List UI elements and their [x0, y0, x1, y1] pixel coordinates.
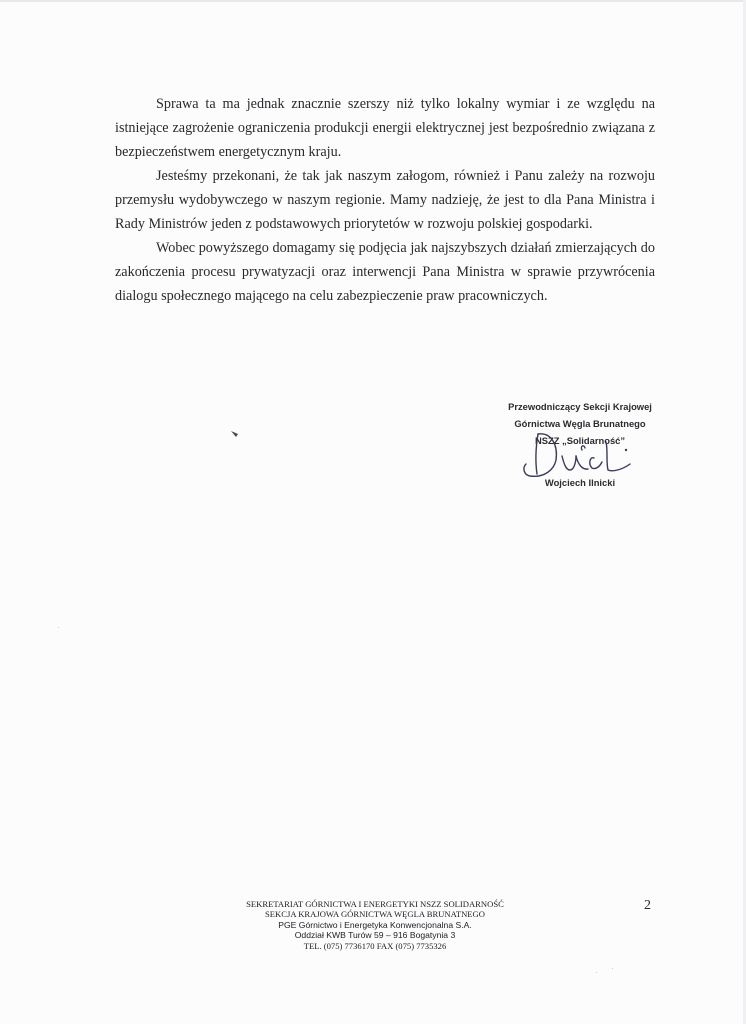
signature-name: Wojciech Ilnicki [544, 477, 616, 488]
scan-speck [596, 972, 597, 973]
page-number: 2 [644, 898, 651, 913]
footer-line-4: Oddział KWB Turów 59 – 916 Bogatynia 3 [294, 930, 456, 941]
scan-top-edge [0, 0, 746, 2]
letterhead-footer [210, 899, 540, 951]
letter-body [115, 92, 655, 308]
signature-title-line-3: NSZZ „Solidarność” [534, 435, 626, 446]
paragraph-3: Wobec powyższego domagamy się podjęcia jak najszybszych działań zmierzających do zakończenia procesu prywatyzacji oraz interwencji Pana Ministra w sprawie przywrócenia dialogu społecznego mającego na celu zabezpieczenie praw pracowniczych. [115, 240, 655, 304]
signature-title-line-2: Górnictwa Węgla Brunatnego [514, 418, 646, 429]
footer-line-1: SEKRETARIAT GÓRNICTWA I ENERGETYKI NSZZ SOLIDARNOŚĆ [246, 899, 504, 909]
stray-ink-mark [230, 429, 242, 439]
footer-line-3: PGE Górnictwo i Energetyka Konwencjonalna S.A. [278, 919, 472, 930]
footer-line-5: TEL. (075) 7736170 FAX (075) 7735326 [303, 940, 447, 951]
signature-title-line-1: Przewodniczący Sekcji Krajowej [508, 401, 652, 412]
handwritten-signature [518, 426, 638, 484]
paragraph-1: Sprawa ta ma jednak znacznie szerszy niż tylko lokalny wymiar i ze względu na istniejące zagrożenie ograniczenia produkcji energii elektrycznej jest bezpośrednio związana z bezpieczeństwem energetycznym kraju. [115, 96, 655, 160]
scan-speck [58, 627, 59, 628]
footer-line-2: SEKCJA KRAJOWA GÓRNICTWA WĘGLA BRUNATNEGO [265, 909, 485, 920]
scan-speck [612, 968, 613, 969]
paragraph-2: Jesteśmy przekonani, że tak jak naszym załogom, również i Panu zależy na rozwoju przemysłu wydobywczego w naszym regionie. Mamy nadzieję, że jest to dla Pana Ministra i Rady Ministrów jeden z podstawowych priorytetów w rozwoju polskiej gospodarki. [115, 168, 655, 232]
